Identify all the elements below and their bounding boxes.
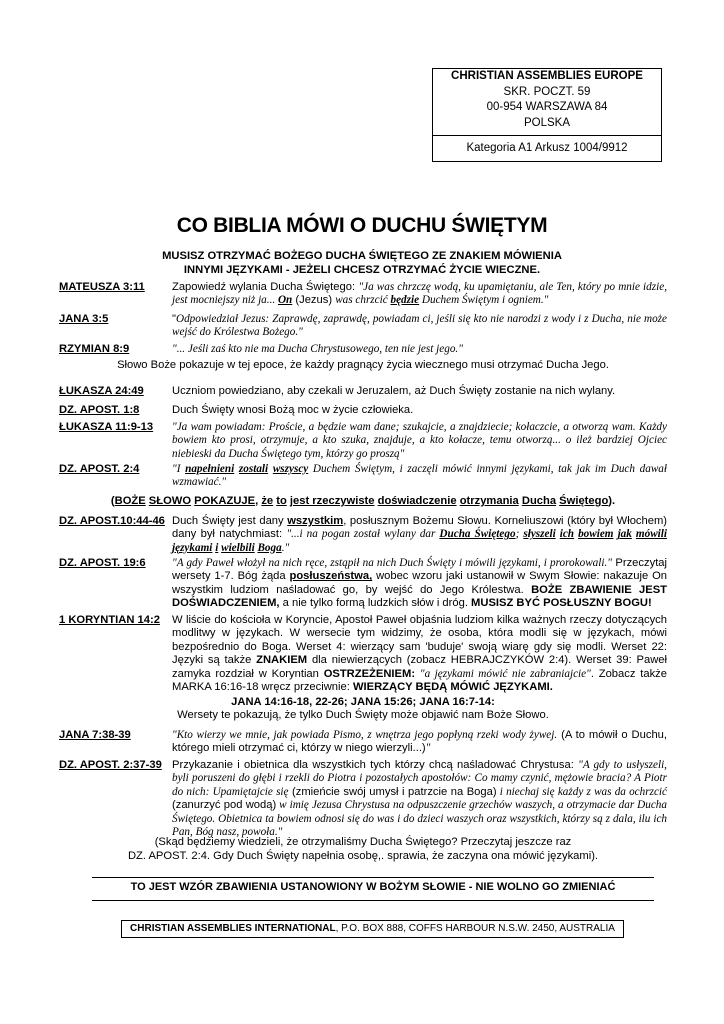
footer-address-text: , P.O. BOX 888, COFFS HARBOUR N.S.W. 2450, AUSTRALIA: [335, 923, 615, 934]
entry-text: Zapowiedź wylania Ducha Świętego: "Ja was chrzczę wodą, ku upamiętaniu, ale Ten, który po mnie idzie, jest mocniejszy niż ja... On (Jezus) was chrzcić będzie Duchem Świętym i ogniem.": [172, 281, 667, 307]
divider-bottom: [92, 900, 654, 901]
salvation-pattern-note: TO JEST WZÓR ZBAWIENIA USTANOWIONY W BOŻYM SŁOWIE - NIE WOLNO GO ZMIENIAĆ: [130, 881, 616, 893]
entry-text: Duch Święty wnosi Bożą moc w życie człowieka.: [172, 404, 414, 416]
footer-org: CHRISTIAN ASSEMBLIES INTERNATIONAL: [130, 923, 336, 934]
entry-text: Duch Święty jest dany wszystkim, posłusznym Bożemu Słowu. Korneliuszowi (który był Włochem) dany był natychmiast: "...i na pogan został wylany dar Ducha Świętego; słyszeli ich bowiem jak mówili językami i wielbili Boga.": [172, 515, 667, 554]
entry-reference: 1 KORYNTIAN 14:2: [59, 614, 160, 626]
entry-reference: DZ. APOST. 2:37-39: [59, 759, 162, 771]
note-jana-refs: JANA 14:16-18, 22-26; JANA 15:26; JANA 16:7-14:: [231, 696, 495, 708]
footer-address: [121, 920, 624, 938]
entry-reference: ŁUKASZA 11:9-13: [59, 421, 154, 433]
entry-text: Uczniom powiedziano, aby czekali w Jeruzalem, aż Duch Święty zostanie na nich wylany.: [172, 385, 616, 397]
entry-reference: DZ. APOST. 2:4: [59, 463, 140, 475]
page-title: CO BIBLIA MÓWI O DUCHU ŚWIĘTYM: [176, 214, 548, 237]
entry-reference: DZ. APOST. 1:8: [59, 404, 140, 416]
note-real-experience: (BOŻE SŁOWO POKAZUJE, że to jest rzeczywiste doświadczenie otrzymania Ducha Świętego).: [110, 495, 616, 507]
entry-reference: MATEUSZA 3:11: [59, 281, 145, 293]
note-how-know-1: (Skąd będziemy wiedzieli, że otrzymaliśmy Ducha Świętego? Przeczytaj jeszcze raz: [154, 836, 572, 848]
note-word-of-god: Słowo Boże pokazuje w tej epoce, że każdy pragnący życia wiecznego musi otrzymać Ducha Jego.: [117, 359, 609, 371]
entry-text: "... Jeśli zaś kto nie ma Ducha Chrystusowego, ten nie jest jego.": [172, 343, 463, 355]
note-jana-refs-desc: Wersety te pokazują, że tylko Duch Święty może objawić nam Boże Słowo.: [177, 709, 549, 721]
entry-text: "Kto wierzy we mnie, jak powiada Pismo, z wnętrza jego popłyną rzeki wody żywej. (A to mówił o Duchu, którego mieli otrzymać ci, którzy w niego wierzyli...)": [172, 729, 668, 755]
entry-reference: DZ. APOST.10:44-46: [59, 515, 165, 527]
entry-text: W liście do kościoła w Koryncie, Apostoł Paweł objaśnia ludziom kilka ważnych rzeczy dotyczących modlitwy w językach. W wersecie tym widzimy, że osoba, która modli się w językach, mówi bezpośrednio do Boga. Werset 4: wierzący sam 'buduje' swoją wiarę gdy się modli. Werset 22: Języki są także ZNAKIEM dla niewierzących (zobacz HEBRAJCZYKÓW 2:4). Werset 39: Paweł zamyka rozdział w Koryntian OSTRZEŻENIEM: "a językami mówić nie zabraniajcie". Zobacz także MARKA 16:16-18 wręcz przeciwnie: WIERZĄCY BĘDĄ MÓWIĆ JĘZYKAMI.: [172, 614, 667, 694]
entry-reference: JANA 7:38-39: [59, 729, 131, 741]
entry-reference: DZ. APOST. 19:6: [59, 557, 146, 569]
note-how-know-2: DZ. APOST. 2:4. Gdy Duch Święty napełnia osobę,. sprawia, że zaczyna ona mówić językami).: [127, 850, 599, 862]
address-po-box: SKR. POCZT. 59: [503, 85, 591, 98]
address-org: CHRISTIAN ASSEMBLIES EUROPE: [451, 70, 643, 82]
entry-reference: JANA 3:5: [59, 313, 109, 325]
subtitle-line-1: MUSISZ OTRZYMAĆ BOŻEGO DUCHA ŚWIĘTEGO ZE ZNAKIEM MÓWIENIA: [162, 250, 562, 262]
address-country: POLSKA: [523, 116, 571, 129]
entry-text: "Ja wam powiadam: Proście, a będzie wam dane; szukajcie, a znajdziecie; kołaczcie, a otworzą wam. Każdy bowiem kto prosi, otrzymuje, a kto szuka, znajduje, a kto kołacze, temu otworzą... o ileż bardziej Ojciec niebieski da Ducha Świętego tym, którzy go proszą": [172, 421, 667, 460]
entry-text: "Odpowiedział Jezus: Zaprawdę, zaprawdę, powiadam ci, jeśli się kto nie narodzi z wody i z Ducha, nie może wejść do Królestwa Bożego.": [172, 313, 667, 339]
category-line: Kategoria A1 Arkusz 1004/9912: [433, 135, 661, 161]
entry-reference: ŁUKASZA 24:49: [59, 385, 144, 397]
entry-reference: RZYMIAN 8:9: [59, 343, 130, 355]
divider-top: [92, 877, 654, 878]
entry-text: Przykazanie i obietnica dla wszystkich tych którzy chcą naśladować Chrystusa: "A gdy to usłyszeli, byli poruszeni do głębi i rzekli do Piotra i pozostałych apostołów: Co mamy czynić, mężowie bracia? A Piotr do nich: Upamiętajcie się (zmieńcie swój umysł i patrzcie na Boga) i niechaj się każdy z was da ochrzcić (zanurzyć pod wodą) w imię Jezusa Chrystusa na odpuszczenie grzechów waszych, a otrzymacie dar Ducha Świętego. Obietnica ta bowiem odnosi się do was i do dzieci waszych oraz wszystkich, którzy są z dala, ilu ich Pan, Bóg nasz, powoła.": [172, 759, 667, 839]
entry-text: "A gdy Paweł włożył na nich ręce, zstąpił na nich Duch Święty i mówili językami, i prorokowali." Przeczytaj wersety 1-7. Bóg żąda posłuszeństwa, wobec wzoru jaki ustanowił w Swym Słowie: nakazuje On wszystkim ludziom naśladować go, by wejść do Jego Królestwa. BOŻE ZBAWIENIE JEST DOŚWIADCZENIEM, a nie tylko formą ludzkich słów i dróg. MUSISZ BYĆ POSŁUSZNY BOGU!: [172, 557, 668, 610]
subtitle-line-2: INNYMI JĘZYKAMI - JEŻELI CHCESZ OTRZYMAĆ ŻYCIE WIECZNE.: [183, 263, 541, 276]
subtitle: [100, 250, 624, 277]
address-city: 00-954 WARSZAWA 84: [486, 101, 608, 113]
address-box: [432, 68, 662, 162]
entry-text: "I napełnieni zostali wszyscy Duchem Świętym, i zaczęli mówić innymi językami, tak jak im Duch dawał wzmawiać.": [172, 463, 668, 489]
